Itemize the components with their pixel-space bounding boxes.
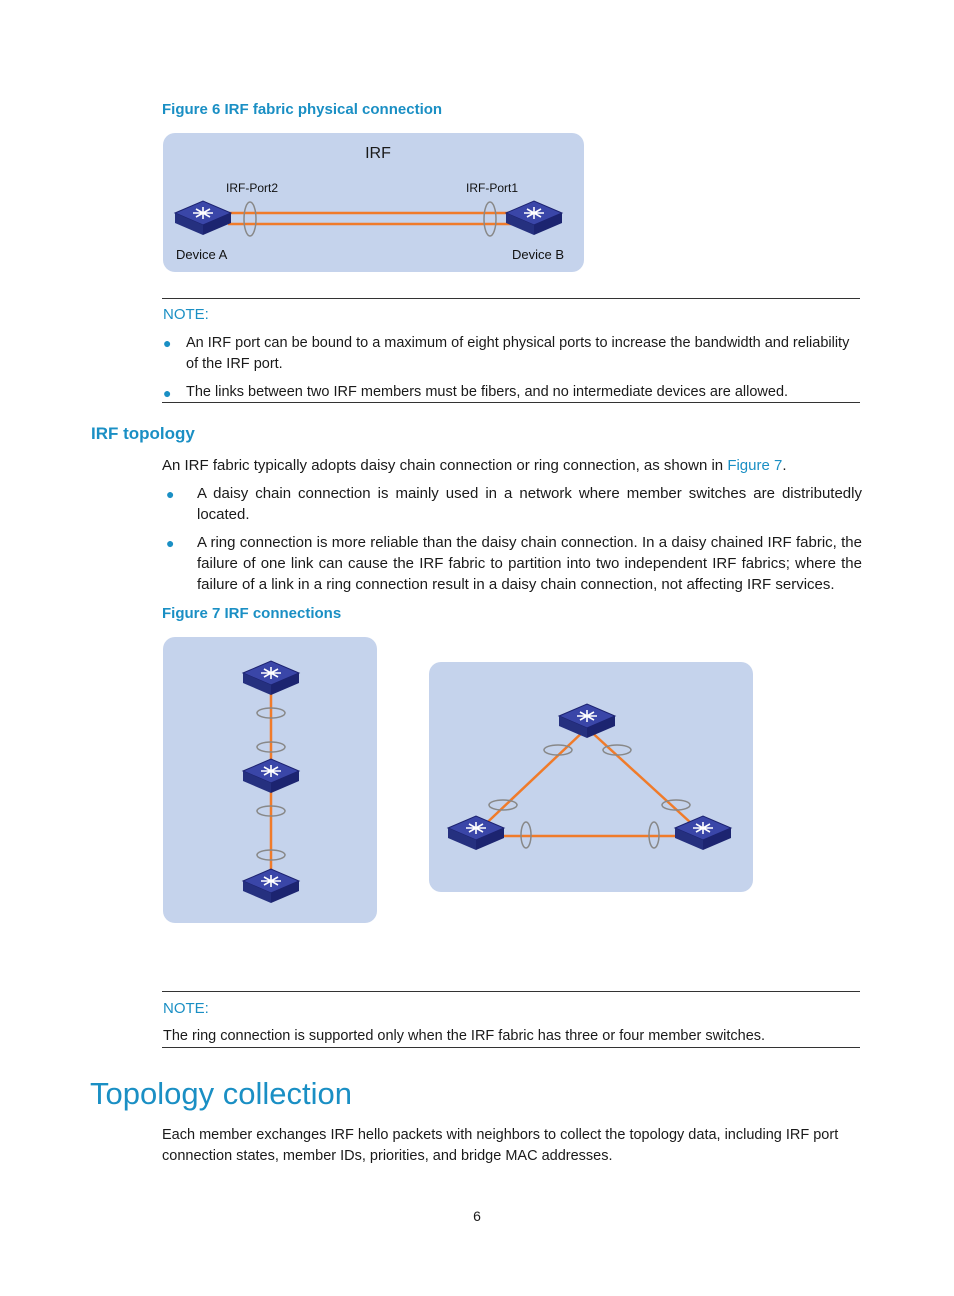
note-bottom-rule <box>162 402 860 403</box>
switch-icon <box>243 759 299 793</box>
note-text: The ring connection is supported only when the IRF fabric has three or four member switches. <box>163 1028 766 1044</box>
figure-6-caption: Figure 6 IRF fabric physical connection <box>162 101 443 118</box>
ring-links <box>429 662 753 892</box>
topology-bullet: A ring connection is more reliable than the daisy chain connection. In a daisy chained IRF fabric, the failure of one link can cause the IRF fabric to partition into two independent IRF fabrics; where the failure of a link in a ring connection result in a daisy chain connection, not affecting IRF services. <box>197 534 862 593</box>
note-label: NOTE: <box>163 1000 209 1017</box>
note-top-rule <box>162 298 860 299</box>
figure-6-links <box>163 133 584 272</box>
figure-6-diagram <box>163 133 584 272</box>
daisy-chain-diagram <box>163 637 377 923</box>
switch-icon <box>175 201 231 235</box>
irf-port1-label: IRF-Port1 <box>466 181 519 195</box>
irf-port2-label: IRF-Port2 <box>226 181 279 195</box>
intro-end: . <box>782 457 787 474</box>
switch-icon <box>243 869 299 903</box>
ring-diagram <box>429 662 753 892</box>
ring-link-left <box>475 728 587 834</box>
figure-7-link[interactable]: Figure 7 <box>727 457 783 474</box>
switch-icon <box>448 816 504 850</box>
switch-icon <box>243 661 299 695</box>
switch-icon <box>675 816 731 850</box>
chapter-heading: Topology collection <box>90 1076 352 1111</box>
switch-icon <box>506 201 562 235</box>
ring-link-right <box>587 728 703 834</box>
section-heading: IRF topology <box>91 424 195 443</box>
bullet-icon: ● <box>166 535 175 551</box>
note-label: NOTE: <box>163 306 209 323</box>
port-ring <box>603 745 631 755</box>
device-b-label: Device B <box>512 247 565 262</box>
port-ring-left <box>244 202 256 236</box>
irf-title: IRF <box>365 145 391 162</box>
intro-paragraph <box>162 455 862 476</box>
device-a-label: Device A <box>176 247 228 262</box>
switch-icon <box>559 704 615 738</box>
topology-bullet: A daisy chain connection is mainly used in a network where member switches are distributedly located. <box>197 485 862 523</box>
intro-text: An IRF fabric typically adopts daisy chain connection or ring connection, as shown in <box>162 457 728 474</box>
bullet-icon: ● <box>163 335 172 351</box>
page-number: 6 <box>473 1208 481 1224</box>
bullet-icon: ● <box>166 486 175 502</box>
figure-7-caption: Figure 7 IRF connections <box>162 605 342 622</box>
note-bullet: An IRF port can be bound to a maximum of eight physical ports to increase the bandwidth and reliability of the IRF port. <box>186 335 850 372</box>
note-bottom-rule <box>162 1047 860 1048</box>
body-paragraph: Each member exchanges IRF hello packets with neighbors to collect the topology data, including IRF port connection states, member IDs, priorities, and bridge MAC addresses. <box>162 1127 839 1164</box>
bullet-icon: ● <box>163 385 172 401</box>
port-ring-right <box>484 202 496 236</box>
note-bullet: The links between two IRF members must be fibers, and no intermediate devices are allowed. <box>186 384 789 400</box>
daisy-chain-links <box>163 637 377 923</box>
note-top-rule <box>162 991 860 992</box>
port-ring <box>544 745 572 755</box>
